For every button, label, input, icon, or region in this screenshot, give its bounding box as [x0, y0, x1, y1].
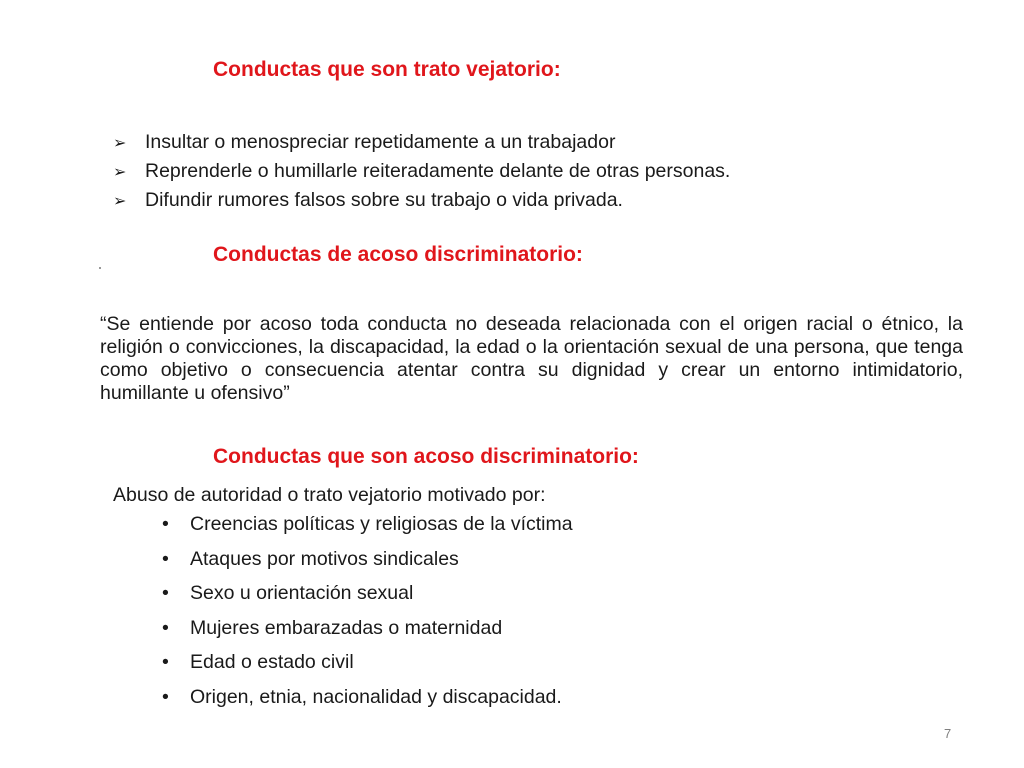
page-number: 7: [944, 726, 952, 741]
list-item: [162, 510, 573, 545]
list-item: [113, 186, 730, 215]
arrow-bullet-icon: ➢: [113, 135, 127, 152]
list-item: [113, 157, 730, 186]
list-item-text: Ataques por motivos sindicales: [190, 547, 459, 570]
stray-dot-mark: [99, 267, 101, 269]
dot-bullet-icon: •: [162, 651, 169, 673]
list-item-text: Creencias políticas y religiosas de la víctima: [190, 513, 573, 535]
heading-son-acoso-discriminatorio: Conductas que son acoso discriminatorio:: [213, 445, 639, 468]
list-item: [162, 614, 573, 649]
list-item-text: Insultar o menospreciar repetidamente a un trabajador: [145, 131, 616, 153]
arrow-bullet-icon: ➢: [113, 193, 127, 210]
list-item-text: Mujeres embarazadas o maternidad: [190, 616, 503, 639]
definition-quote: “Se entiende por acoso toda conducta no deseada relacionada con el origen racial o étnico, la religión o convicciones, la discapacidad, la edad o la orientación sexual de una persona, que tenga como objetivo o consecuencia atentar contra su dignidad y crear un entorno intimidatorio, humillante u ofensivo”: [100, 313, 963, 404]
heading-acoso-discriminatorio: Conductas de acoso discriminatorio:: [213, 243, 583, 266]
list-item-text: Reprenderle o humillarle reiteradamente delante de otras personas.: [145, 160, 731, 182]
trato-vejatorio-list: [113, 128, 730, 215]
list-item: [113, 128, 730, 157]
intro-text: Abuso de autoridad o trato vejatorio motivado por:: [113, 484, 546, 506]
list-item-text: Sexo u orientación sexual: [190, 582, 414, 604]
heading-trato-vejatorio: Conductas que son trato vejatorio:: [213, 58, 561, 81]
dot-bullet-icon: •: [162, 547, 169, 570]
list-item: [162, 545, 573, 580]
motives-list: [162, 510, 573, 717]
list-item-text: Origen, etnia, nacionalidad y discapacidad.: [190, 685, 562, 708]
list-item-text: Difundir rumores falsos sobre su trabajo o vida privada.: [145, 189, 623, 211]
list-item: [162, 683, 573, 718]
dot-bullet-icon: •: [162, 685, 169, 708]
dot-bullet-icon: •: [162, 616, 169, 639]
dot-bullet-icon: •: [162, 513, 169, 535]
list-item: [162, 579, 573, 614]
dot-bullet-icon: •: [162, 582, 169, 604]
arrow-bullet-icon: ➢: [113, 164, 127, 181]
list-item-text: Edad o estado civil: [190, 651, 354, 673]
list-item: [162, 648, 573, 683]
